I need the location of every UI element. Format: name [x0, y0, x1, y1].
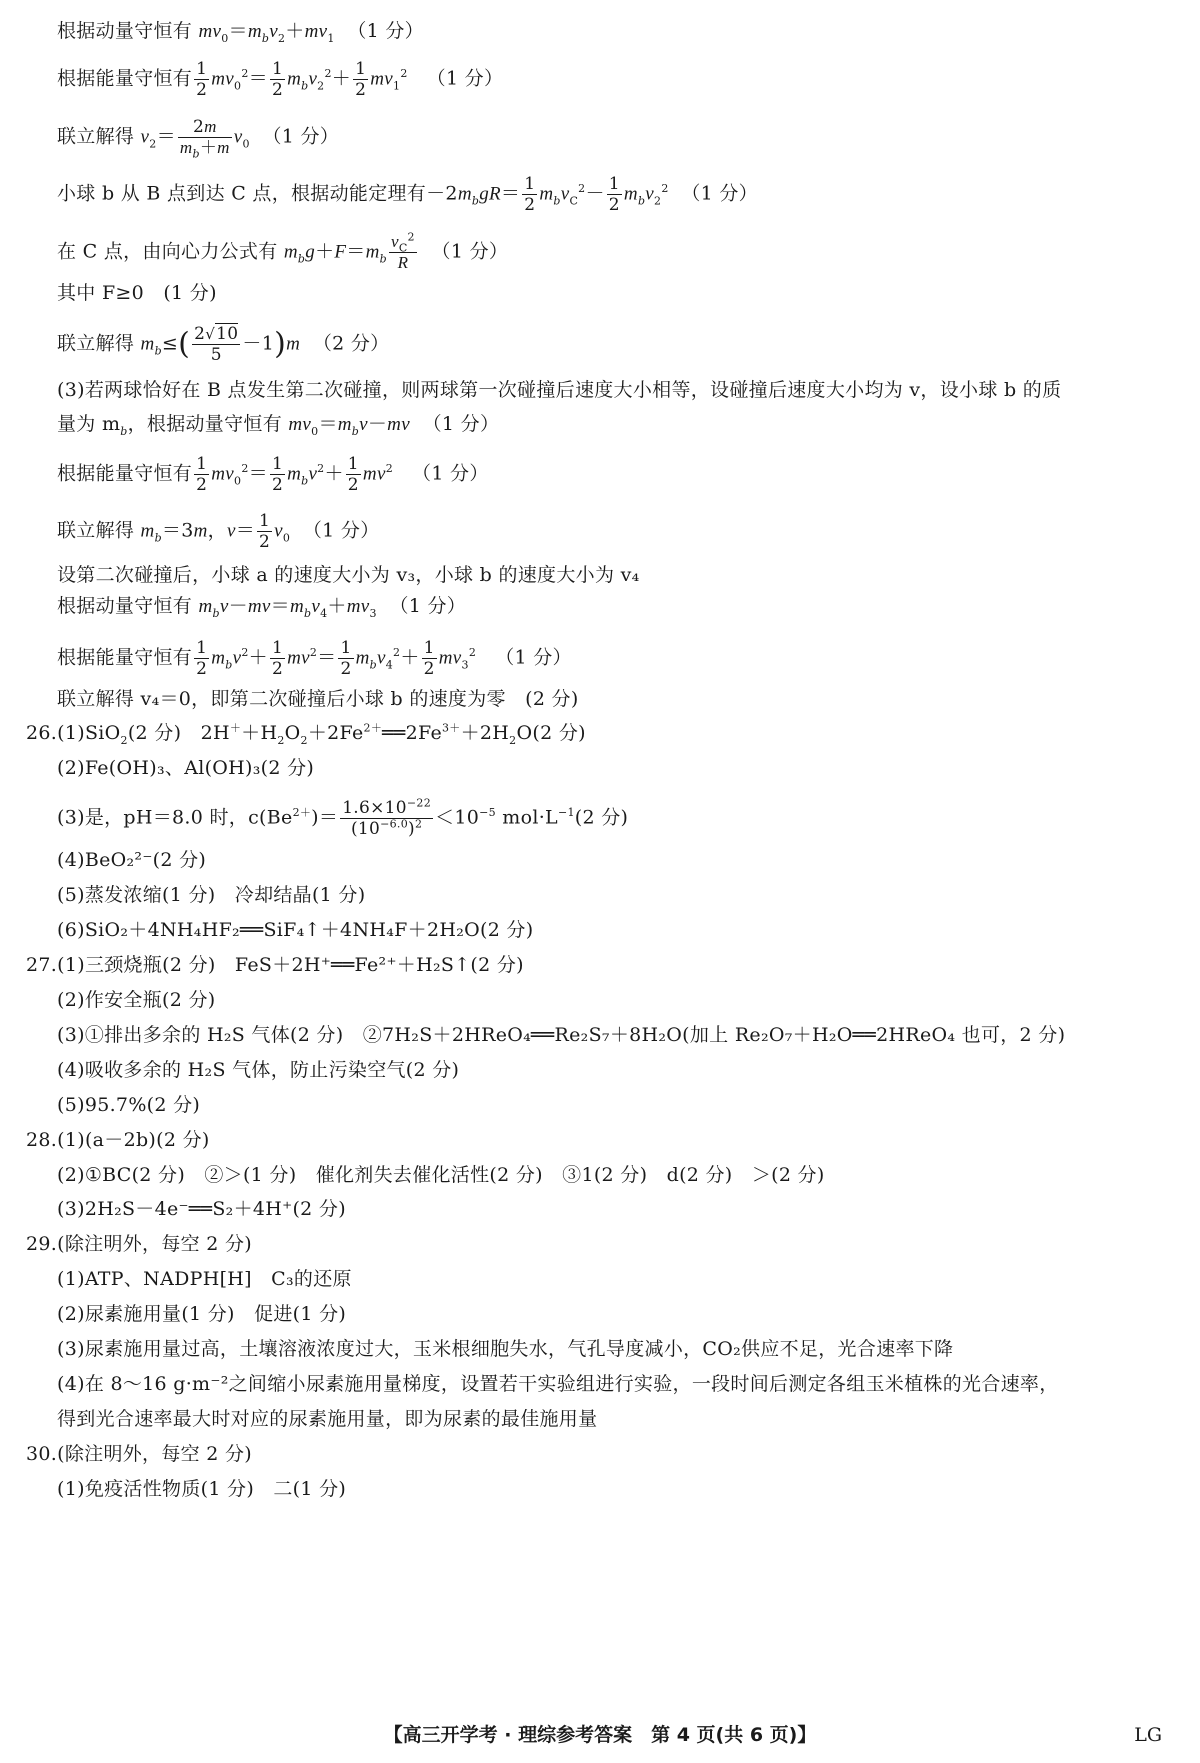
- footer-code: LG: [1134, 1724, 1162, 1746]
- q30-header: 30.(除注明外，每空 2 分): [26, 1443, 253, 1465]
- q26-number: 26.: [26, 722, 58, 744]
- q29-part1: (1)ATP、NADPH[H] C₃的还原: [57, 1268, 352, 1290]
- q28-part2: (2)①BC(2 分) ②＞(1 分) 催化剂失去催化活性(2 分) ③1(2 分) d(2 分) ＞(2 分): [57, 1164, 825, 1186]
- q26-part6: (6)SiO₂＋4NH₄HF₂══SiF₄↑＋4NH₄F＋2H₂O(2 分): [57, 919, 534, 941]
- q29-part4-cont: 得到光合速率最大时对应的尿素施用量，即为尿素的最佳施用量: [57, 1408, 598, 1430]
- q27-number: 27.: [26, 954, 58, 976]
- q26-part3: (3)是，pH＝8.0 时，$c(Be^{2+})=$ $\frac{1.6\times 10^{-22}}{(10^{-6.0})^2}$ $<10^{-5}$ $mol\cdot L^{-1}(2$ 分): [57, 796, 629, 839]
- line-f-condition: 其中 F≥0 (1 分): [57, 282, 217, 304]
- q30-part1: (1)免疫活性物质(1 分) 二(1 分): [57, 1478, 347, 1500]
- q26-part1: 26.(1)SiO$_2$(2 分) $2H^++H_2O_2+2Fe^{2+}══2Fe^{3+}+2H_2O(2$ 分): [26, 721, 586, 747]
- line-second-collision: 设第二次碰撞后，小球 a 的速度大小为 v₃，小球 b 的速度大小为 v₄: [57, 564, 640, 586]
- q29-part2: (2)尿素施用量(1 分) 促进(1 分): [57, 1303, 347, 1325]
- q27-part1: 27.(1)三颈烧瓶(2 分) FeS＋2H⁺══Fe²⁺＋H₂S↑(2 分): [26, 954, 524, 976]
- q26-part5: (5)蒸发浓缩(1 分) 冷却结晶(1 分): [57, 884, 366, 906]
- q27-part3: (3)①排出多余的 H₂S 气体(2 分) ②7H₂S＋2HReO₄══Re₂S₇＋8H₂O(加上 Re₂O₇＋H₂O══2HReO₄ 也可，2 分): [57, 1024, 1066, 1046]
- line-kinetic-theorem: 小球 b 从 B 点到达 C 点，根据动能定理有$-2m_bgR=$ $\frac{1}{2}$ $m_bv_C^2-$ $\frac{1}{2}$ $m_bv_2^2$ （1 分）: [57, 174, 758, 215]
- q26-part2: (2)Fe(OH)₃、Al(OH)₃(2 分): [57, 757, 315, 779]
- q27-part2: (2)作安全瓶(2 分): [57, 989, 216, 1011]
- q27-part5: (5)95.7%(2 分): [57, 1094, 201, 1116]
- q29-part4: (4)在 8～16 g·m⁻²之间缩小尿素施用量梯度，设置若干实验组进行实验，一段时间后测定各组玉米植株的光合速率，: [57, 1373, 1059, 1395]
- q26-part4: (4)BeO₂²⁻(2 分): [57, 849, 207, 871]
- line-solve-v2: 联立解得 $v_2=$ $\frac{2m}{m_b+m}$ $v_0$ （1 分）: [57, 117, 340, 161]
- line-second-energy: 根据能量守恒有 $\frac{1}{2}$ $m_bv^2+$ $\frac{1}{2}$ $mv^2=$ $\frac{1}{2}$ $m_bv_4^2+$ $\frac{1}{2}$ $mv_3^2$ （1 分）: [57, 638, 572, 679]
- line-energy-1: 根据能量守恒有 $\frac{1}{2}$ $mv_0^2=$ $\frac{1}{2}$ $m_bv_2^2+$ $\frac{1}{2}$ $mv_1^2$ （1 分）: [57, 59, 504, 100]
- line-second-result: 联立解得 v₄＝0，即第二次碰撞后小球 b 的速度为零 (2 分): [57, 688, 579, 710]
- line-centripetal: 在 C 点，由向心力公式有 $m_bg+F=m_b$ $\frac{v_C^2}{R}$ （1 分）: [57, 230, 509, 272]
- q28-part1: 28.(1)(a－2b)(2 分): [26, 1129, 210, 1151]
- q29-number: 29.: [26, 1233, 58, 1255]
- line-part3-solve: 联立解得 $m_b=3m$，v＝ $\frac{1}{2}$ $v_0$ （1 分）: [57, 511, 380, 552]
- line-part3-momentum: 量为 $m_b$，根据动量守恒有 $mv_0=m_bv-mv$ （1 分）: [57, 413, 500, 438]
- q27-part4: (4)吸收多余的 H₂S 气体，防止污染空气(2 分): [57, 1059, 460, 1081]
- line-part3-intro: (3)若两球恰好在 B 点发生第二次碰撞，则两球第一次碰撞后速度大小相等，设碰撞后速度大小均为 v，设小球 b 的质: [57, 379, 1062, 401]
- line-momentum-1: 根据动量守恒有 $mv_0=m_bv_2+mv_1$ （1 分）: [57, 20, 424, 45]
- q29-header: 29.(除注明外，每空 2 分): [26, 1233, 253, 1255]
- q28-number: 28.: [26, 1129, 58, 1151]
- line-second-momentum: 根据动量守恒有 $m_bv-mv=m_bv_4+mv_3$ （1 分）: [57, 595, 467, 620]
- line-solve-mb: 联立解得 $m_b\le$( $\frac{2√10}{5}$ －1)m （2 分）: [57, 324, 390, 365]
- q28-part3: (3)2H₂S－4e⁻══S₂＋4H⁺(2 分): [57, 1198, 346, 1220]
- line-part3-energy: 根据能量守恒有 $\frac{1}{2}$ $mv_0^2=$ $\frac{1}{2}$ $m_bv^2+$ $\frac{1}{2}$ $mv^2$ （1 分）: [57, 454, 489, 495]
- page-footer: 【高三开学考 · 理综参考答案 第 4 页(共 6 页)】: [383, 1724, 817, 1746]
- q30-number: 30.: [26, 1443, 58, 1465]
- q29-part3: (3)尿素施用量过高，土壤溶液浓度过大，玉米根细胞失水，气孔导度减小，CO₂供应不足，光合速率下降: [57, 1338, 954, 1360]
